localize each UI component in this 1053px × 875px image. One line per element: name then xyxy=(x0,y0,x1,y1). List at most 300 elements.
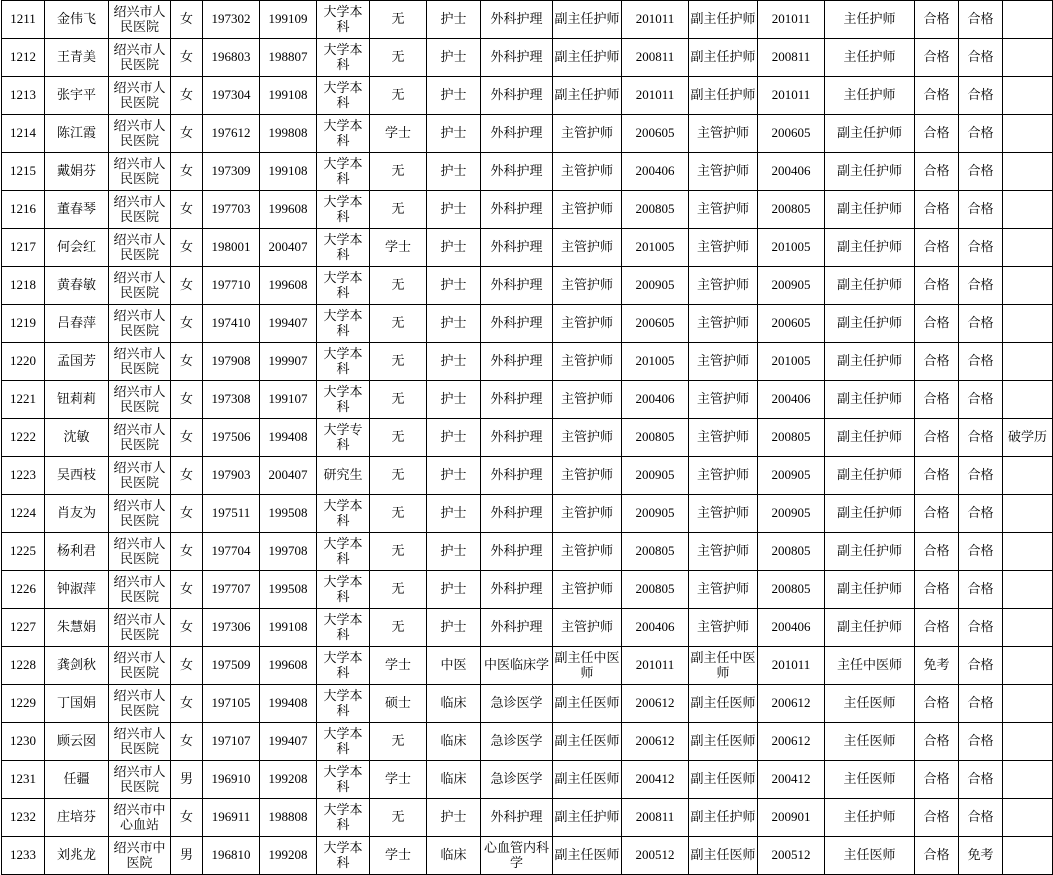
table-cell: 主管护师 xyxy=(553,191,622,229)
table-cell: 绍兴市人民医院 xyxy=(109,723,171,761)
table-cell: 无 xyxy=(370,609,427,647)
table-cell: 副主任医师 xyxy=(553,685,622,723)
table-cell: 合格 xyxy=(915,799,959,837)
table-cell: 女 xyxy=(171,381,203,419)
table-cell: 197410 xyxy=(203,305,260,343)
table-cell: 197707 xyxy=(203,571,260,609)
table-cell: 合格 xyxy=(915,1,959,39)
table-cell: 绍兴市人民医院 xyxy=(109,1,171,39)
table-cell xyxy=(1003,39,1053,77)
table-cell: 合格 xyxy=(915,419,959,457)
table-cell: 朱慧娟 xyxy=(45,609,109,647)
table-cell: 外科护理 xyxy=(481,1,553,39)
table-cell: 外科护理 xyxy=(481,571,553,609)
table-cell: 合格 xyxy=(915,685,959,723)
table-cell: 副主任护师 xyxy=(825,609,915,647)
table-cell: 200406 xyxy=(622,609,689,647)
table-cell: 大学本科 xyxy=(317,761,370,799)
table-cell: 任疆 xyxy=(45,761,109,799)
table-cell: 合格 xyxy=(915,723,959,761)
table-cell: 200811 xyxy=(622,39,689,77)
table-cell: 大学本科 xyxy=(317,723,370,761)
table-cell: 201005 xyxy=(622,343,689,381)
table-cell: 200406 xyxy=(758,381,825,419)
table-cell: 198001 xyxy=(203,229,260,267)
table-cell: 外科护理 xyxy=(481,229,553,267)
table-cell xyxy=(1003,267,1053,305)
table-cell: 1229 xyxy=(2,685,45,723)
table-cell: 大学本科 xyxy=(317,837,370,875)
table-cell: 外科护理 xyxy=(481,191,553,229)
table-cell: 主管护师 xyxy=(689,305,758,343)
table-cell: 合格 xyxy=(959,267,1003,305)
table-cell: 196810 xyxy=(203,837,260,875)
table-cell: 201011 xyxy=(622,1,689,39)
table-cell: 200811 xyxy=(758,39,825,77)
table-cell: 合格 xyxy=(915,571,959,609)
table-cell: 无 xyxy=(370,533,427,571)
table-cell: 197908 xyxy=(203,343,260,381)
table-cell: 外科护理 xyxy=(481,381,553,419)
table-cell: 副主任护师 xyxy=(689,799,758,837)
table-cell: 197308 xyxy=(203,381,260,419)
table-cell xyxy=(1003,381,1053,419)
table-cell: 主管护师 xyxy=(689,153,758,191)
table-cell: 合格 xyxy=(959,799,1003,837)
table-cell: 合格 xyxy=(915,837,959,875)
table-cell: 199108 xyxy=(260,609,317,647)
table-cell: 合格 xyxy=(959,761,1003,799)
table-cell: 200406 xyxy=(622,381,689,419)
table-cell: 外科护理 xyxy=(481,77,553,115)
table-cell: 200811 xyxy=(622,799,689,837)
table-cell: 197903 xyxy=(203,457,260,495)
table-row xyxy=(2,153,1053,191)
table-cell: 197107 xyxy=(203,723,260,761)
table-cell: 合格 xyxy=(959,343,1003,381)
table-cell xyxy=(1003,229,1053,267)
table-cell: 199109 xyxy=(260,1,317,39)
table-cell: 1217 xyxy=(2,229,45,267)
table-cell: 合格 xyxy=(915,153,959,191)
table-cell: 合格 xyxy=(959,495,1003,533)
table-body xyxy=(2,1,1053,875)
table-cell: 主任护师 xyxy=(825,39,915,77)
table-cell: 主管护师 xyxy=(553,571,622,609)
table-cell xyxy=(1003,153,1053,191)
table-cell: 无 xyxy=(370,153,427,191)
table-cell: 200612 xyxy=(758,723,825,761)
table-cell: 外科护理 xyxy=(481,419,553,457)
table-cell: 200901 xyxy=(758,799,825,837)
table-cell: 女 xyxy=(171,343,203,381)
table-cell: 199107 xyxy=(260,381,317,419)
table-cell: 女 xyxy=(171,305,203,343)
table-cell: 护士 xyxy=(427,381,481,419)
table-cell: 肖友为 xyxy=(45,495,109,533)
table-cell: 陈江霞 xyxy=(45,115,109,153)
table-cell: 女 xyxy=(171,723,203,761)
table-cell: 绍兴市人民医院 xyxy=(109,761,171,799)
table-cell: 200805 xyxy=(758,533,825,571)
table-cell: 1211 xyxy=(2,1,45,39)
table-cell: 绍兴市人民医院 xyxy=(109,153,171,191)
table-cell: 合格 xyxy=(959,571,1003,609)
table-cell: 主管护师 xyxy=(689,381,758,419)
table-cell: 副主任护师 xyxy=(825,533,915,571)
table-cell: 绍兴市人民医院 xyxy=(109,39,171,77)
table-cell: 大学本科 xyxy=(317,115,370,153)
table-row xyxy=(2,495,1053,533)
table-cell: 副主任医师 xyxy=(553,723,622,761)
table-cell: 201011 xyxy=(622,647,689,685)
table-cell: 护士 xyxy=(427,39,481,77)
table-cell: 女 xyxy=(171,267,203,305)
table-cell: 200805 xyxy=(622,533,689,571)
table-cell: 副主任护师 xyxy=(553,77,622,115)
table-cell: 心血管内科学 xyxy=(481,837,553,875)
table-cell: 副主任护师 xyxy=(825,571,915,609)
table-cell: 200905 xyxy=(622,267,689,305)
table-cell: 无 xyxy=(370,1,427,39)
table-cell: 学士 xyxy=(370,837,427,875)
table-cell: 大学专科 xyxy=(317,419,370,457)
table-cell: 大学本科 xyxy=(317,571,370,609)
table-cell: 副主任护师 xyxy=(553,39,622,77)
table-cell: 1215 xyxy=(2,153,45,191)
table-cell: 男 xyxy=(171,837,203,875)
table-cell: 黄春敏 xyxy=(45,267,109,305)
table-cell: 副主任护师 xyxy=(689,39,758,77)
table-cell: 绍兴市人民医院 xyxy=(109,381,171,419)
table-row xyxy=(2,723,1053,761)
table-cell xyxy=(1003,495,1053,533)
table-cell: 合格 xyxy=(959,1,1003,39)
table-cell: 学士 xyxy=(370,115,427,153)
table-cell: 1232 xyxy=(2,799,45,837)
table-cell: 主管护师 xyxy=(553,419,622,457)
table-cell: 主管护师 xyxy=(689,533,758,571)
table-cell: 副主任中医师 xyxy=(689,647,758,685)
table-cell: 护士 xyxy=(427,115,481,153)
table-cell: 副主任护师 xyxy=(553,799,622,837)
table-cell: 1218 xyxy=(2,267,45,305)
table-cell: 无 xyxy=(370,799,427,837)
table-cell: 外科护理 xyxy=(481,305,553,343)
table-cell xyxy=(1003,191,1053,229)
table-cell: 主任护师 xyxy=(825,799,915,837)
table-cell: 197612 xyxy=(203,115,260,153)
table-cell: 丁国娟 xyxy=(45,685,109,723)
table-cell: 护士 xyxy=(427,1,481,39)
table-cell: 绍兴市中医院 xyxy=(109,837,171,875)
table-cell: 无 xyxy=(370,419,427,457)
table-cell: 女 xyxy=(171,685,203,723)
table-cell: 副主任护师 xyxy=(825,419,915,457)
table-cell: 201011 xyxy=(758,1,825,39)
table-cell: 主任医师 xyxy=(825,723,915,761)
table-cell: 副主任医师 xyxy=(689,837,758,875)
table-cell: 护士 xyxy=(427,343,481,381)
table-cell: 199508 xyxy=(260,495,317,533)
table-cell: 197309 xyxy=(203,153,260,191)
table-cell: 副主任中医师 xyxy=(553,647,622,685)
table-cell: 副主任护师 xyxy=(825,381,915,419)
table-cell: 女 xyxy=(171,39,203,77)
table-cell: 无 xyxy=(370,571,427,609)
table-cell: 合格 xyxy=(915,609,959,647)
table-cell: 临床 xyxy=(427,723,481,761)
table-cell: 合格 xyxy=(959,153,1003,191)
table-row xyxy=(2,837,1053,875)
table-cell: 破学历 xyxy=(1003,419,1053,457)
table-cell: 200406 xyxy=(622,153,689,191)
table-cell: 副主任医师 xyxy=(689,761,758,799)
table-row xyxy=(2,419,1053,457)
table-cell: 197302 xyxy=(203,1,260,39)
table-cell: 1212 xyxy=(2,39,45,77)
table-cell: 合格 xyxy=(915,495,959,533)
table-cell xyxy=(1003,609,1053,647)
table-cell: 200612 xyxy=(622,723,689,761)
table-cell: 200905 xyxy=(758,267,825,305)
table-cell: 无 xyxy=(370,381,427,419)
table-cell: 副主任护师 xyxy=(825,495,915,533)
table-cell: 197509 xyxy=(203,647,260,685)
table-cell: 合格 xyxy=(959,685,1003,723)
table-cell: 大学本科 xyxy=(317,1,370,39)
table-cell: 钟淑萍 xyxy=(45,571,109,609)
table-cell: 护士 xyxy=(427,799,481,837)
table-cell: 1226 xyxy=(2,571,45,609)
table-cell: 主管护师 xyxy=(553,305,622,343)
table-cell: 主管护师 xyxy=(553,153,622,191)
table-cell: 副主任护师 xyxy=(825,343,915,381)
table-cell: 199408 xyxy=(260,419,317,457)
table-cell: 200905 xyxy=(622,457,689,495)
table-cell: 副主任护师 xyxy=(825,115,915,153)
personnel-table xyxy=(1,0,1053,875)
table-cell: 无 xyxy=(370,457,427,495)
table-cell: 合格 xyxy=(915,191,959,229)
table-cell: 主管护师 xyxy=(689,609,758,647)
table-cell: 临床 xyxy=(427,685,481,723)
table-cell: 庄培芬 xyxy=(45,799,109,837)
table-cell: 主管护师 xyxy=(689,495,758,533)
table-cell: 201005 xyxy=(622,229,689,267)
table-cell: 副主任护师 xyxy=(825,153,915,191)
table-cell: 急诊医学 xyxy=(481,685,553,723)
table-cell: 外科护理 xyxy=(481,495,553,533)
table-cell: 主管护师 xyxy=(553,229,622,267)
table-cell xyxy=(1003,723,1053,761)
table-cell: 护士 xyxy=(427,419,481,457)
table-cell: 主管护师 xyxy=(553,457,622,495)
table-cell: 主管护师 xyxy=(689,229,758,267)
table-cell xyxy=(1003,305,1053,343)
table-cell: 女 xyxy=(171,419,203,457)
table-cell: 绍兴市中心血站 xyxy=(109,799,171,837)
table-cell: 合格 xyxy=(915,533,959,571)
table-cell: 大学本科 xyxy=(317,39,370,77)
table-cell: 主任护师 xyxy=(825,77,915,115)
table-cell: 免考 xyxy=(959,837,1003,875)
table-cell: 合格 xyxy=(915,381,959,419)
table-row xyxy=(2,115,1053,153)
table-cell: 合格 xyxy=(959,533,1003,571)
table-cell xyxy=(1003,343,1053,381)
table-cell: 副主任护师 xyxy=(825,229,915,267)
table-cell: 合格 xyxy=(959,647,1003,685)
table-cell: 大学本科 xyxy=(317,305,370,343)
table-cell: 外科护理 xyxy=(481,267,553,305)
table-cell: 绍兴市人民医院 xyxy=(109,495,171,533)
table-cell: 护士 xyxy=(427,191,481,229)
table-cell: 大学本科 xyxy=(317,799,370,837)
table-cell: 护士 xyxy=(427,305,481,343)
table-cell: 199708 xyxy=(260,533,317,571)
table-cell: 201005 xyxy=(758,229,825,267)
table-cell: 女 xyxy=(171,115,203,153)
table-cell: 临床 xyxy=(427,837,481,875)
table-cell xyxy=(1003,77,1053,115)
table-cell: 200407 xyxy=(260,229,317,267)
table-cell: 中医临床学 xyxy=(481,647,553,685)
table-cell: 200805 xyxy=(758,571,825,609)
table-row xyxy=(2,799,1053,837)
table-cell: 学士 xyxy=(370,647,427,685)
table-cell: 1219 xyxy=(2,305,45,343)
table-cell: 沈敏 xyxy=(45,419,109,457)
table-cell: 大学本科 xyxy=(317,647,370,685)
table-cell: 1224 xyxy=(2,495,45,533)
table-cell: 合格 xyxy=(959,457,1003,495)
table-cell: 外科护理 xyxy=(481,457,553,495)
table-cell: 200512 xyxy=(622,837,689,875)
table-cell: 主管护师 xyxy=(553,343,622,381)
table-cell: 外科护理 xyxy=(481,609,553,647)
table-cell: 主管护师 xyxy=(689,419,758,457)
table-cell: 绍兴市人民医院 xyxy=(109,305,171,343)
table-cell: 主任中医师 xyxy=(825,647,915,685)
table-cell: 1225 xyxy=(2,533,45,571)
table-row xyxy=(2,343,1053,381)
table-cell: 合格 xyxy=(915,305,959,343)
table-cell: 护士 xyxy=(427,457,481,495)
table-cell: 200406 xyxy=(758,609,825,647)
table-cell: 199108 xyxy=(260,153,317,191)
table-cell: 无 xyxy=(370,267,427,305)
table-cell: 副主任医师 xyxy=(689,685,758,723)
table-cell: 主管护师 xyxy=(689,267,758,305)
table-cell: 绍兴市人民医院 xyxy=(109,647,171,685)
table-cell: 1221 xyxy=(2,381,45,419)
table-cell: 外科护理 xyxy=(481,343,553,381)
table-cell: 201011 xyxy=(758,77,825,115)
table-cell: 董春琴 xyxy=(45,191,109,229)
table-cell: 201011 xyxy=(622,77,689,115)
table-cell: 无 xyxy=(370,495,427,533)
table-cell xyxy=(1003,647,1053,685)
table-row xyxy=(2,457,1053,495)
table-cell: 外科护理 xyxy=(481,115,553,153)
table-cell: 学士 xyxy=(370,229,427,267)
table-row xyxy=(2,1,1053,39)
table-cell: 200805 xyxy=(622,419,689,457)
table-cell: 绍兴市人民医院 xyxy=(109,77,171,115)
table-cell: 200805 xyxy=(622,571,689,609)
table-cell: 无 xyxy=(370,723,427,761)
table-cell: 197304 xyxy=(203,77,260,115)
table-row xyxy=(2,39,1053,77)
table-cell: 200406 xyxy=(758,153,825,191)
table-cell: 硕士 xyxy=(370,685,427,723)
table-cell: 200805 xyxy=(758,419,825,457)
table-cell: 绍兴市人民医院 xyxy=(109,457,171,495)
table-cell: 外科护理 xyxy=(481,533,553,571)
table-cell: 主任医师 xyxy=(825,761,915,799)
table-cell: 副主任医师 xyxy=(553,761,622,799)
table-cell: 无 xyxy=(370,343,427,381)
table-cell: 女 xyxy=(171,799,203,837)
table-row xyxy=(2,609,1053,647)
table-cell: 大学本科 xyxy=(317,229,370,267)
table-cell: 合格 xyxy=(915,761,959,799)
table-cell: 197703 xyxy=(203,191,260,229)
table-cell: 201005 xyxy=(758,343,825,381)
table-cell xyxy=(1003,533,1053,571)
table-cell: 副主任医师 xyxy=(553,837,622,875)
table-cell: 急诊医学 xyxy=(481,723,553,761)
table-cell: 副主任护师 xyxy=(825,457,915,495)
table-cell: 外科护理 xyxy=(481,153,553,191)
table-cell: 主管护师 xyxy=(553,533,622,571)
table-cell: 合格 xyxy=(959,77,1003,115)
table-cell: 合格 xyxy=(959,191,1003,229)
table-cell: 201011 xyxy=(758,647,825,685)
table-cell: 钮莉莉 xyxy=(45,381,109,419)
table-cell: 绍兴市人民医院 xyxy=(109,609,171,647)
table-cell: 女 xyxy=(171,533,203,571)
table-cell: 1222 xyxy=(2,419,45,457)
table-cell: 主任医师 xyxy=(825,685,915,723)
table-cell: 绍兴市人民医院 xyxy=(109,343,171,381)
table-cell: 绍兴市人民医院 xyxy=(109,533,171,571)
table-cell xyxy=(1003,761,1053,799)
table-cell: 199407 xyxy=(260,723,317,761)
table-cell: 200412 xyxy=(622,761,689,799)
table-cell: 合格 xyxy=(915,77,959,115)
table-cell: 研究生 xyxy=(317,457,370,495)
table-cell: 196803 xyxy=(203,39,260,77)
table-cell: 刘兆龙 xyxy=(45,837,109,875)
table-cell: 1228 xyxy=(2,647,45,685)
table-cell: 197105 xyxy=(203,685,260,723)
table-cell: 王青美 xyxy=(45,39,109,77)
table-cell: 主管护师 xyxy=(689,191,758,229)
table-cell: 200605 xyxy=(758,115,825,153)
table-cell: 女 xyxy=(171,153,203,191)
table-cell: 张宇平 xyxy=(45,77,109,115)
table-cell: 主管护师 xyxy=(553,381,622,419)
table-cell: 外科护理 xyxy=(481,39,553,77)
table-cell: 外科护理 xyxy=(481,799,553,837)
table-cell: 197704 xyxy=(203,533,260,571)
table-cell: 200612 xyxy=(758,685,825,723)
table-cell: 龚剑秋 xyxy=(45,647,109,685)
table-row xyxy=(2,191,1053,229)
table-cell: 合格 xyxy=(915,229,959,267)
